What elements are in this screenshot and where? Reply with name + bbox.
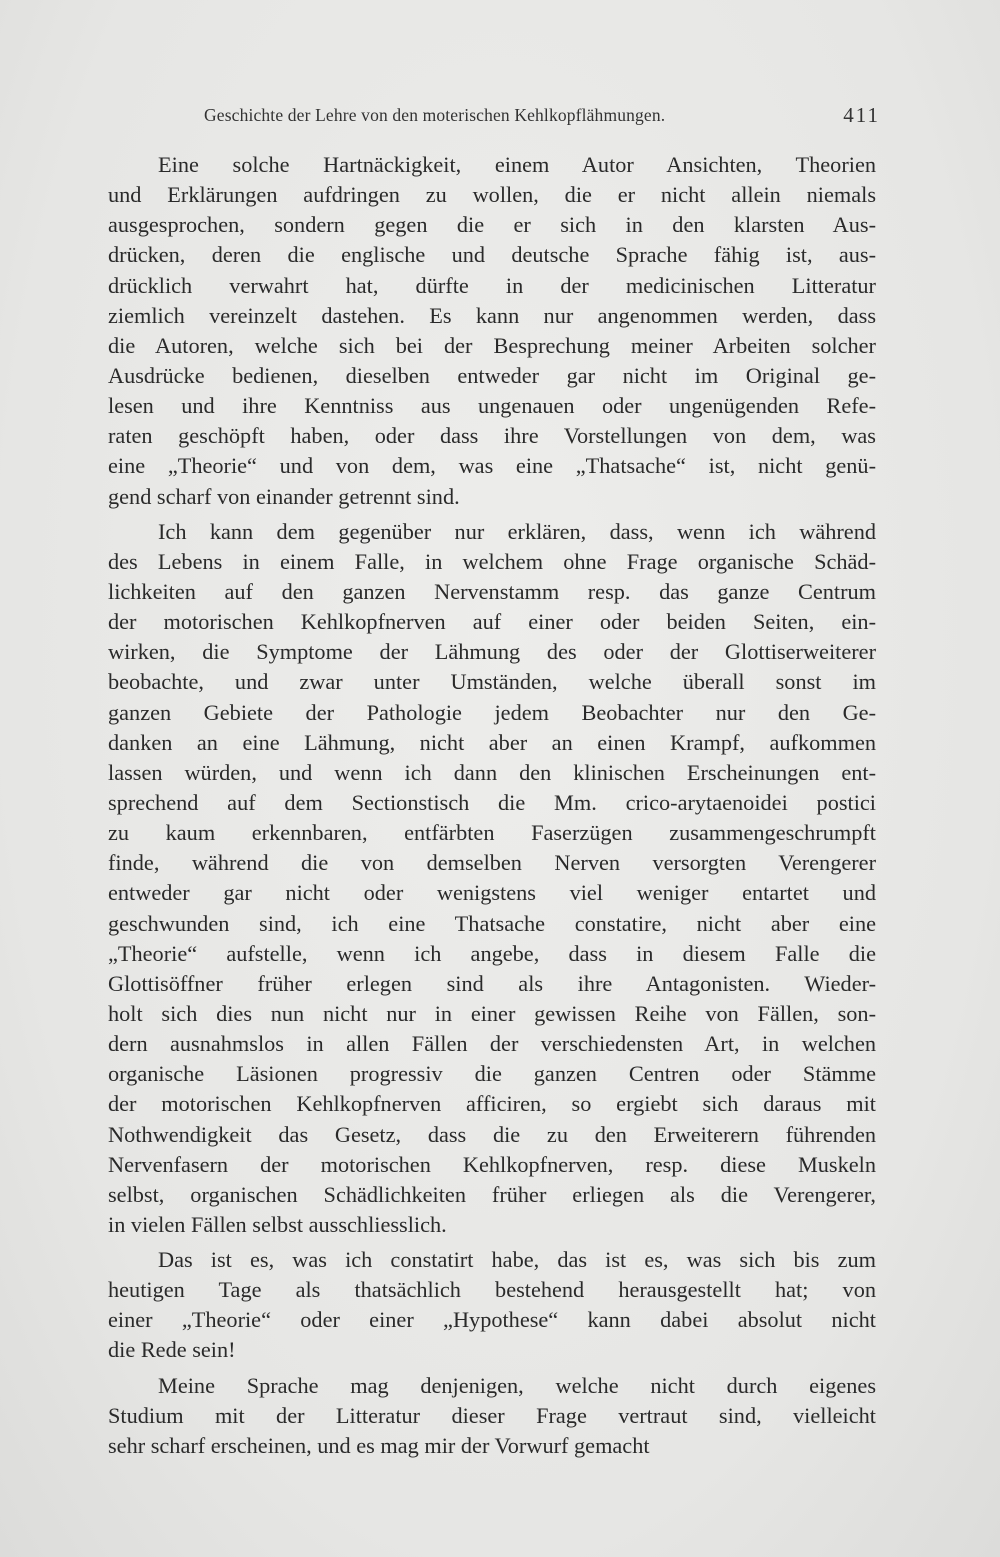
paragraph xyxy=(108,1245,876,1366)
text-line: der motorischen Kehlkopfnerven auf einer oder beiden Seiten, ein- xyxy=(108,609,876,635)
text-line: Eine solche Hartnäckigkeit, einem Autor Ansichten, Theorien xyxy=(158,152,876,177)
text-line: sprechend auf dem Sectionstisch die Mm. crico-arytaenoidei postici xyxy=(108,789,876,815)
text-line: Glottisöffner früher erlegen sind als ihre Antagonisten. Wieder- xyxy=(108,970,876,996)
text-line: zu kaum erkennbaren, entfärbten Faserzügen zusammengeschrumpft xyxy=(108,820,876,846)
text-line: des Lebens in einem Falle, in welchem ohne Frage organische Schäd- xyxy=(108,548,876,574)
text-line: lichkeiten auf den ganzen Nervenstamm resp. das ganze Centrum xyxy=(108,578,876,604)
running-title: Geschichte der Lehre von den moterischen Kehlkopflähmungen. xyxy=(204,105,666,125)
text-line: Ich kann dem gegenüber nur erklären, dass, wenn ich während xyxy=(158,518,876,544)
text-line: ausgesprochen, sondern gegen die er sich in den klarsten Aus- xyxy=(108,212,876,238)
text-line: heutigen Tage als thatsächlich bestehend herausgestellt hat; von xyxy=(108,1277,876,1303)
text-line: Nervenfasern der motorischen Kehlkopfnerven, resp. diese Muskeln xyxy=(108,1151,876,1177)
text-line: gend scharf von einander getrennt sind. xyxy=(108,483,460,509)
text-line: lesen und ihre Kenntniss aus ungenauen oder ungenügenden Refe- xyxy=(108,393,876,419)
paragraph xyxy=(108,150,876,512)
page-number: 411 xyxy=(843,103,880,127)
text-line: organische Läsionen progressiv die ganzen Centren oder Stämme xyxy=(108,1061,876,1087)
text-line: Das ist es, was ich constatirt habe, das ist es, was sich bis zum xyxy=(158,1247,876,1273)
text-line: die Autoren, welche sich bei der Besprechung meiner Arbeiten solcher xyxy=(108,332,876,358)
body-text xyxy=(108,150,876,1461)
text-line: Studium mit der Litteratur dieser Frage vertraut sind, vielleicht xyxy=(108,1402,876,1428)
text-line: ziemlich vereinzelt dastehen. Es kann nur angenommen werden, dass xyxy=(108,302,876,328)
text-line: beobachte, und zwar unter Umständen, welche überall sonst im xyxy=(108,669,876,695)
text-line: sehr scharf erscheinen, und es mag mir der Vorwurf gemacht xyxy=(108,1432,650,1458)
text-line: entweder gar nicht oder wenigstens viel weniger entartet und xyxy=(108,880,876,906)
text-line: drücklich verwahrt hat, dürfte in der medicinischen Litteratur xyxy=(108,272,876,298)
text-line: dern ausnahmslos in allen Fällen der verschiedensten Art, in welchen xyxy=(108,1031,876,1057)
text-line: lassen würden, und wenn ich dann den klinischen Erscheinungen ent- xyxy=(108,759,876,785)
text-line: wirken, die Symptome der Lähmung des oder der Glottiserweiterer xyxy=(108,639,876,665)
text-line: ganzen Gebiete der Pathologie jedem Beobachter nur den Ge- xyxy=(108,699,876,725)
text-line: Meine Sprache mag denjenigen, welche nicht durch eigenes xyxy=(158,1372,876,1398)
text-line: finde, während die von demselben Nerven versorgten Verengerer xyxy=(108,850,876,876)
text-line: selbst, organischen Schädlichkeiten früher erliegen als die Verengerer, xyxy=(108,1181,876,1207)
text-line: Nothwendigkeit das Gesetz, dass die zu den Erweiterern führenden xyxy=(108,1121,876,1147)
text-line: holt sich dies nun nicht nur in einer gewissen Reihe von Fällen, son- xyxy=(108,1000,876,1026)
text-line: und Erklärungen aufdringen zu wollen, die er nicht allein niemals xyxy=(108,182,876,208)
text-line: die Rede sein! xyxy=(108,1337,236,1363)
text-line: der motorischen Kehlkopfnerven afficiren, so ergiebt sich daraus mit xyxy=(108,1091,876,1117)
text-line: raten geschöpft haben, oder dass ihre Vorstellungen von dem, was xyxy=(108,423,876,449)
paragraph xyxy=(108,1371,876,1461)
text-line: eine „Theorie“ und von dem, was eine „Thatsache“ ist, nicht genü- xyxy=(108,453,876,479)
text-line: einer „Theorie“ oder einer „Hypothese“ kann dabei absolut nicht xyxy=(108,1307,876,1333)
text-line: geschwunden sind, ich eine Thatsache constatire, nicht aber eine xyxy=(108,910,876,936)
text-line: drücken, deren die englische und deutsche Sprache fähig ist, aus- xyxy=(108,242,876,268)
text-line: „Theorie“ aufstelle, wenn ich angebe, dass in diesem Falle die xyxy=(108,940,876,966)
paragraph xyxy=(108,517,876,1240)
text-line: in vielen Fällen selbst ausschliesslich. xyxy=(108,1211,447,1237)
running-header xyxy=(204,103,880,133)
text-line: danken an eine Lähmung, nicht aber an einen Krampf, aufkommen xyxy=(108,729,876,755)
text-line: Ausdrücke bedienen, dieselben entweder gar nicht im Original ge- xyxy=(108,362,876,388)
